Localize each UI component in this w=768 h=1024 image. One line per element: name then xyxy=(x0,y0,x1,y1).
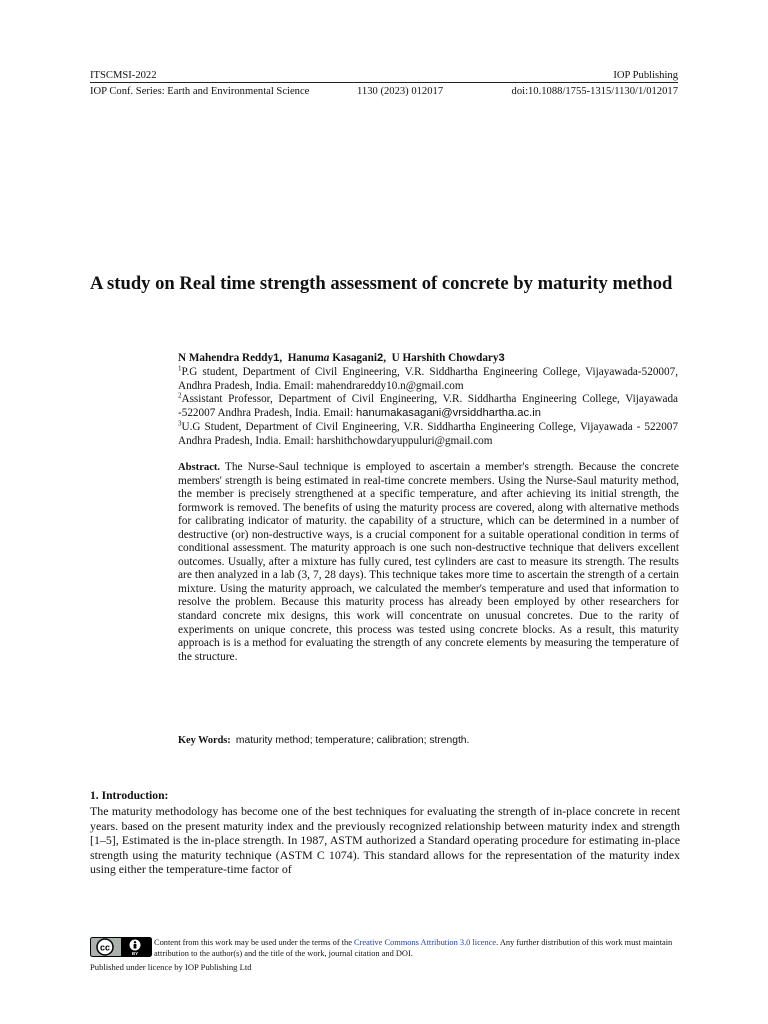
author-1-sup: 1 xyxy=(273,352,280,364)
keywords-label: Key Words: xyxy=(178,735,231,746)
doi: doi:10.1088/1755-1315/1130/1/012017 xyxy=(511,86,678,97)
license-notice: Content from this work may be used under the terms of the Creative Commons Attribution 3.0 licence. Any further distribution of this work must maintain attribution to the author(s) and the title of the work, journal citation and DOI. xyxy=(154,938,673,959)
author-3: U Harshith Chowdary xyxy=(391,352,499,364)
affiliation-1: $^1$P.G student, Department of Civil Engineering, V.R. Siddhartha Engineering College, Vijayawada-520007, Andhra Pradesh, India. Email: mahendrareddy10.n@gmail.com xyxy=(178,364,678,393)
section-heading: 1. Introduction: xyxy=(90,789,169,802)
keywords-value: maturity method; temperature; calibration; strength. xyxy=(235,735,470,746)
affiliation-2-email[interactable]: hanumakasagani@vrsiddhartha.ac.in xyxy=(356,407,541,420)
cc-by-license-icon[interactable] xyxy=(90,937,152,957)
abstract-label: Abstract. xyxy=(178,462,221,473)
license-link[interactable]: Creative Commons Attribution 3.0 licence xyxy=(354,938,497,947)
abstract xyxy=(178,461,679,664)
author-list: N Mahendra Reddy1, Hanuma Kasagani2, U Harshith Chowdary3 xyxy=(178,352,505,364)
published-notice: Published under licence by IOP Publishing Ltd xyxy=(90,962,252,972)
author-2-sup: 2 xyxy=(376,352,384,364)
cc-logo-text: cc xyxy=(99,942,111,953)
paper-title: A study on Real time strength assessment of concrete by maturity method xyxy=(90,273,673,294)
publisher-name: IOP Publishing xyxy=(613,70,678,81)
author-3-sup: 3 xyxy=(498,352,505,364)
author-2: Hanuma Kasagani xyxy=(287,352,377,364)
keywords xyxy=(178,734,678,747)
affiliation-2: $^2$Assistant Professor, Department of Civil Engineering, V.R. Siddhartha Engineering College, Vijayawada -522007 Andhra Pradesh, India. Email: hanumakasagani@vrsiddhartha.ac.in xyxy=(178,391,678,420)
conference-name: ITSCMSI-2022 xyxy=(90,70,157,81)
by-logo-text: BY xyxy=(131,951,139,957)
cc-by-logo-svg xyxy=(90,937,152,957)
journal-series: IOP Conf. Series: Earth and Environmental Science xyxy=(90,86,310,97)
header-rule xyxy=(90,82,678,83)
volume-info: 1130 (2023) 012017 xyxy=(357,86,444,97)
author-1: N Mahendra Reddy xyxy=(178,352,274,364)
affiliation-3: $^3$U.G Student, Department of Civil Engineering, V.R. Siddhartha Engineering College, Vijayawada - 522007 Andhra Pradesh, India. Email: harshithchowdaryuppuluri@gmail.com xyxy=(178,419,678,448)
abstract-text: The Nurse-Saul technique is employed to ascertain a member's strength. Because the concrete members' strength is being estimated in real-time concrete members. Using the Nurse-Saul maturity method, the member is precisely strengthened at a specific temperature, and after achieving its initial strength, the formwork is removed. The benefits of using the maturity process are covered, along with alternative methods for calibrating indicator of maturity. the capability of a structure, which can be determined in a number of destructive (or) non-destructive ways, is a crucial component for a suitable operational condition in terms of conditional assessment. The maturity approach is one such non-destructive technique that delivers excellent outcomes. Usually, after a mixture has fully cured, test cylinders are cast to measure its strength. The results are then analyzed in a lab (3, 7, 28 days). This technique takes more time to ascertain the strength of a certain mixture. Using the maturity approach, we calculated the member's temperature and used that information to resolve the problem. Because this maturity process has already been employed by other researchers for standard concrete mix designs, this work will concentrate on unusual concretes. Due to the rarity of experiments on unique concrete, this process was tested using concrete blocks. As a result, this maturity approach is is a method for evaluating the strength of any concrete elements by measuring the temperature of the structure. xyxy=(178,461,679,663)
section-body: The maturity methodology has become one of the best techniques for evaluating the strength of in-place concrete in recent years. based on the present maturity index and the previously recognized relationship between maturity index and strength [1–5], Estimated is the in-place strength. In 1987, ASTM authorized a Standard operating procedure for estimating in-place strength using the maturity technique (ASTM C 1074). This standard allows for the representation of the maturity index using either the temperature-time factor of xyxy=(90,804,680,877)
